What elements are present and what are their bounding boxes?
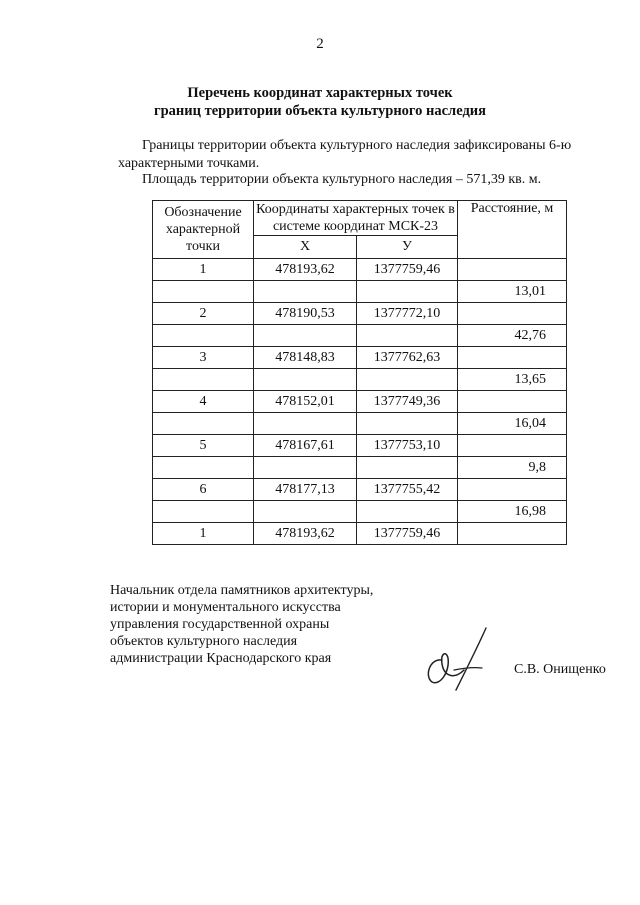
cell-y <box>357 501 458 523</box>
cell-y <box>357 413 458 435</box>
header-coords: Координаты характерных точек в системе координат МСК-23 <box>254 201 458 236</box>
position-line-3: управления государственной охраны <box>110 617 330 632</box>
table-row <box>153 457 567 479</box>
table-row <box>153 347 567 369</box>
cell-x <box>254 281 357 303</box>
cell-y: 1377759,46 <box>357 523 458 545</box>
cell-point: 2 <box>153 303 254 325</box>
table-row <box>153 523 567 545</box>
cell-x: 478152,01 <box>254 391 357 413</box>
cell-point <box>153 413 254 435</box>
handwritten-signature <box>420 624 500 696</box>
cell-point: 4 <box>153 391 254 413</box>
cell-point: 1 <box>153 259 254 281</box>
table-row <box>153 281 567 303</box>
table-row <box>153 391 567 413</box>
cell-x <box>254 457 357 479</box>
paragraph-1-line-2: характерными точками. <box>118 156 260 171</box>
header-point: Обозначение характерной точки <box>153 201 254 259</box>
position-line-4: объектов культурного наследия <box>110 634 298 649</box>
cell-distance <box>458 347 567 369</box>
paragraph-2: Площадь территории объекта культурного наследия – 571,39 кв. м. <box>142 172 542 187</box>
cell-point <box>153 457 254 479</box>
cell-y: 1377749,36 <box>357 391 458 413</box>
position-line-1: Начальник отдела памятников архитектуры, <box>110 583 374 598</box>
table-row <box>153 479 567 501</box>
title-line-1: Перечень координат характерных точек <box>187 85 453 101</box>
cell-distance <box>458 435 567 457</box>
table-row <box>153 435 567 457</box>
table-row <box>153 501 567 523</box>
cell-y: 1377755,42 <box>357 479 458 501</box>
cell-point: 3 <box>153 347 254 369</box>
page-number: 2 <box>316 36 324 52</box>
cell-point: 6 <box>153 479 254 501</box>
cell-y: 1377759,46 <box>357 259 458 281</box>
position-line-5: администрации Краснодарского края <box>110 651 332 666</box>
cell-x: 478190,53 <box>254 303 357 325</box>
cell-distance <box>458 479 567 501</box>
table-body <box>153 259 567 545</box>
cell-y <box>357 281 458 303</box>
paragraph-1-line-1: Границы территории объекта культурного наследия зафиксированы 6-ю <box>142 138 572 153</box>
cell-y: 1377772,10 <box>357 303 458 325</box>
cell-y <box>357 325 458 347</box>
cell-distance: 13,01 <box>458 281 567 303</box>
cell-x: 478193,62 <box>254 523 357 545</box>
header-y: У <box>357 236 458 259</box>
cell-distance <box>458 523 567 545</box>
coordinates-table <box>152 200 567 545</box>
cell-x: 478177,13 <box>254 479 357 501</box>
signatory-position <box>110 582 373 667</box>
table-row <box>153 413 567 435</box>
cell-point <box>153 281 254 303</box>
header-x: Х <box>254 236 357 259</box>
cell-distance <box>458 303 567 325</box>
cell-y: 1377753,10 <box>357 435 458 457</box>
cell-y <box>357 457 458 479</box>
table-row <box>153 325 567 347</box>
cell-distance <box>458 259 567 281</box>
table-row <box>153 369 567 391</box>
cell-x <box>254 369 357 391</box>
cell-point <box>153 501 254 523</box>
header-distance: Расстояние, м <box>458 201 567 259</box>
cell-point: 1 <box>153 523 254 545</box>
title-line-2: границ территории объекта культурного наследия <box>154 103 486 119</box>
table-row <box>153 303 567 325</box>
cell-point <box>153 325 254 347</box>
cell-point: 5 <box>153 435 254 457</box>
cell-x <box>254 413 357 435</box>
document-title <box>0 84 640 120</box>
signer-name: С.В. Онищенко <box>514 662 606 677</box>
cell-distance: 16,04 <box>458 413 567 435</box>
cell-y: 1377762,63 <box>357 347 458 369</box>
cell-distance: 13,65 <box>458 369 567 391</box>
cell-x: 478193,62 <box>254 259 357 281</box>
cell-y <box>357 369 458 391</box>
cell-point <box>153 369 254 391</box>
table-row <box>153 259 567 281</box>
cell-distance: 9,8 <box>458 457 567 479</box>
cell-x <box>254 501 357 523</box>
cell-distance <box>458 391 567 413</box>
cell-x: 478167,61 <box>254 435 357 457</box>
cell-distance: 42,76 <box>458 325 567 347</box>
cell-distance: 16,98 <box>458 501 567 523</box>
cell-x: 478148,83 <box>254 347 357 369</box>
cell-x <box>254 325 357 347</box>
position-line-2: истории и монументального искусства <box>110 600 341 615</box>
